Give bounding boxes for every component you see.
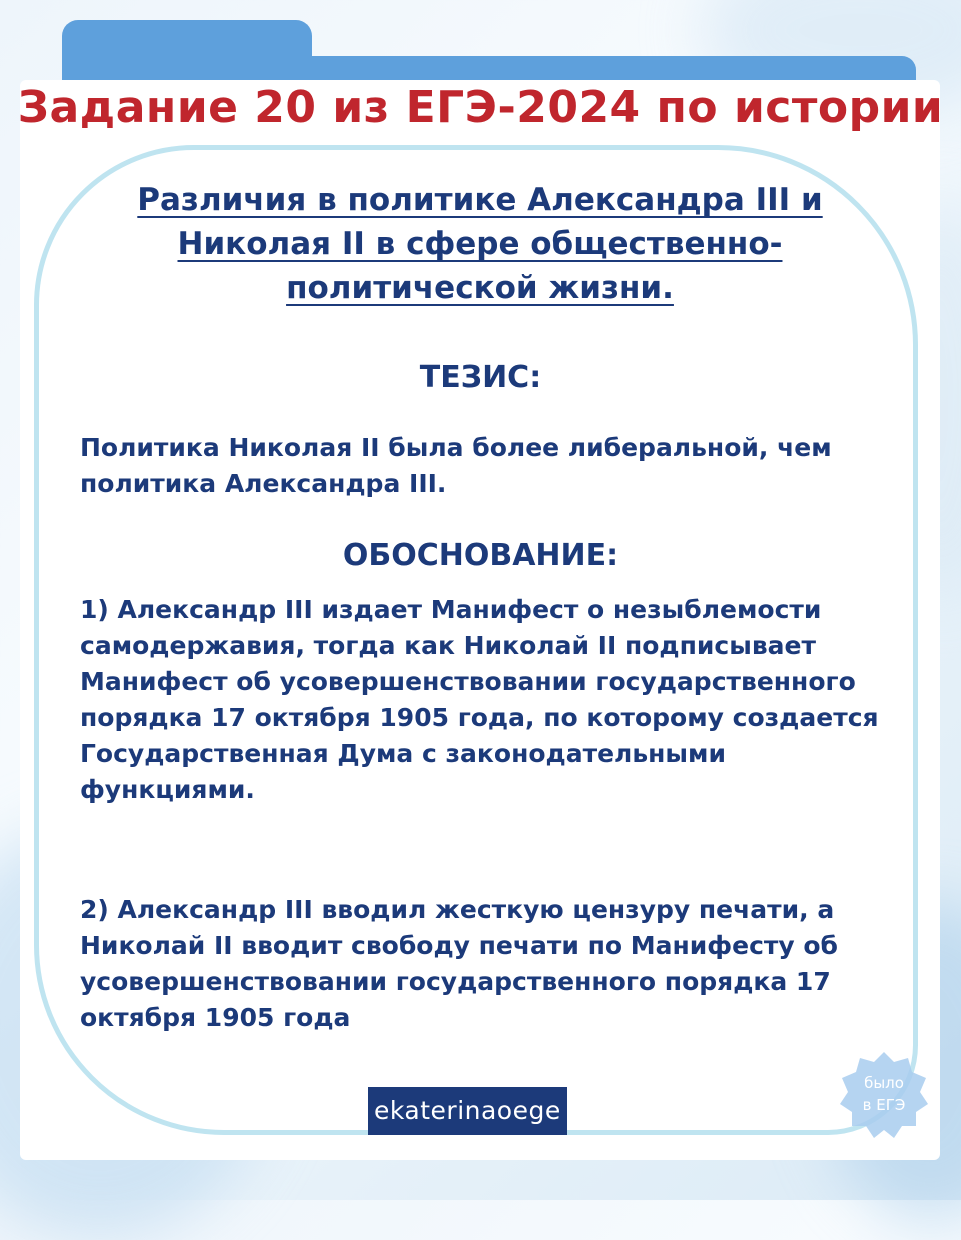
exam-stamp [836, 1048, 932, 1144]
author-watermark: ekaterinaoege [368, 1087, 567, 1135]
page-title: Задание 20 из ЕГЭ-2024 по истории [17, 82, 944, 133]
justification-point-1: 1) Александр III издает Манифест о незыблемости самодержавия, тогда как Николай II подписывает Манифест об усовершенствовании государственного порядка 17 октября 1905 года, по которому создается Государственная Дума с законодательными функциями. [80, 595, 879, 804]
topic-title: Различия в политике Александра III и Николая II в сфере общественно-политической жизни. [137, 182, 823, 306]
thesis-text: Политика Николая II была более либеральной, чем политика Александра III. [80, 433, 832, 498]
justification-heading: ОБОСНОВАНИЕ: [342, 538, 619, 573]
thesis-heading: ТЕЗИС: [419, 360, 542, 395]
justification-point-2: 2) Александр III вводил жесткую цензуру печати, а Николай II вводит свободу печати по Манифесту об усовершенствовании государственного порядка 17 октября 1905 года [80, 895, 839, 1032]
stamp-text: было [864, 1074, 904, 1092]
stamp-text: в ЕГЭ [862, 1096, 906, 1114]
